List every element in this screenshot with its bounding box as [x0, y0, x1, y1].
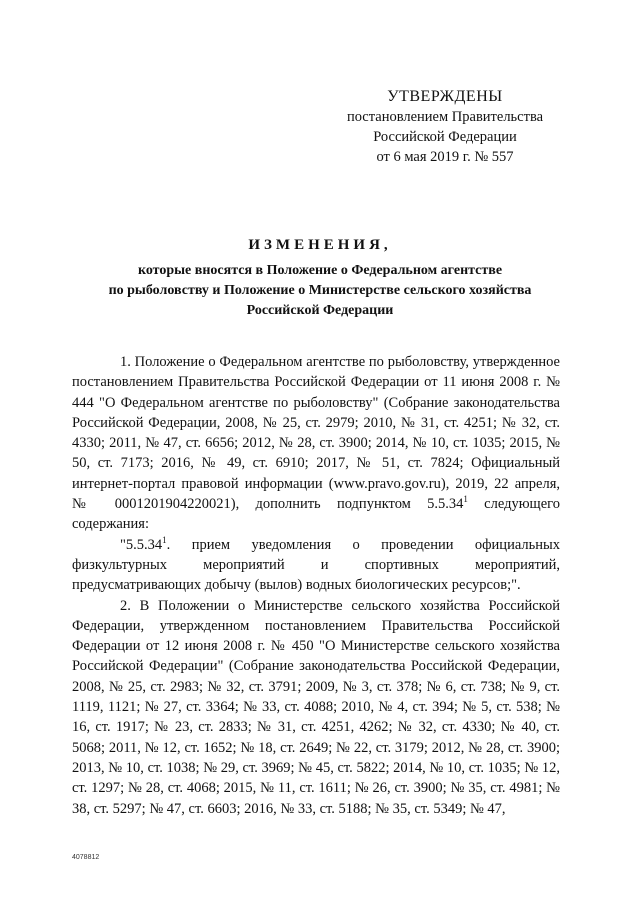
approval-stamp-block [330, 87, 560, 167]
paragraph-3 [72, 596, 560, 819]
paragraph-2-head: "5.5.34 [120, 536, 163, 553]
paragraph-2-superscript: 1 [162, 534, 167, 545]
subtitle-line-1: которые вносятся в Положение о Федеральном агентстве [137, 263, 503, 278]
approval-line-1: постановлением Правительства [346, 109, 544, 125]
subtitle-line-2: по рыболовству и Положение о Министерстве сельского хозяйства [108, 283, 532, 298]
paragraph-1 [72, 352, 560, 535]
approval-line-2: Российской Федерации [373, 129, 517, 145]
paragraph-1-text: 1. Положение о Федеральном агентстве по рыболовству, утвержденное постановлением Правительства Российской Федерации от 11 июня 2008 г. № 444 "О Федеральном агентстве по рыболовству" (Собрание законодательства Российской Федерации, 2008, № 25, ст. 2979; 2010, № 31, ст. 4251; № 32, ст. 4330; 2011, № 47, ст. 6656; 2012, № 28, ст. 3900; 2014, № 10, ст. 1035; 2015, № 50, ст. 7173; 2016, № 49, ст. 6910; 2017, № 51, ст. 7824; Официальный интернет-портал правовой информации (www.pravo.gov.ru), 2019, 22 апреля, № 0001201904220021), дополнить подпунктом 5.5.34 [72, 354, 560, 513]
paragraph-1-tail: следующего содержания: [72, 496, 560, 533]
subtitle-line-3: Российской Федерации [246, 303, 394, 318]
paragraph-2 [72, 535, 560, 596]
paragraph-1-superscript: 1 [463, 494, 468, 505]
footer-document-number: 4078812 [72, 854, 100, 861]
approved-heading: УТВЕРЖДЕНЫ [387, 88, 503, 105]
document-subtitle [100, 261, 540, 321]
paragraph-2-text: . прием уведомления о проведении официальных физкультурных мероприятий и спортивных мероприятий, предусматривающих добычу (вылов) водных биологических ресурсов;". [72, 536, 560, 594]
document-body [72, 352, 560, 819]
paragraph-3-text: 2. В Положении о Министерстве сельского хозяйства Российской Федерации, утвержденном постановлением Правительства Российской Федерации от 12 июня 2008 г. № 450 "О Министерстве сельского хозяйства Российской Федерации" (Собрание законодательства Российской Федерации, 2008, № 25, ст. 2983; № 32, ст. 3791; 2009, № 3, ст. 378; № 6, ст. 738; № 9, ст. 1119, 1121; № 27, ст. 3364; № 33, ст. 4088; 2010, № 4, ст. 394; № 5, ст. 538; № 16, ст. 1917; № 23, ст. 2833; № 31, ст. 4251, 4262; № 32, ст. 4330; № 40, ст. 5068; 2011, № 12, ст. 1652; № 18, ст. 2649; № 22, ст. 3179; 2012, № 28, ст. 3900; 2013, № 10, ст. 1038; № 29, ст. 3969; № 45, ст. 5822; 2014, № 10, ст. 1035; № 12, ст. 1297; № 28, ст. 4068; 2015, № 11, ст. 1611; № 26, ст. 3900; № 35, ст. 4981; № 38, ст. 5297; № 47, ст. 6603; 2016, № 33, ст. 5188; № 35, ст. 5349; № 47, [72, 597, 560, 817]
document-title: ИЗМЕНЕНИЯ, [248, 237, 392, 253]
approval-line-3: от 6 мая 2019 г. № 557 [376, 149, 514, 165]
